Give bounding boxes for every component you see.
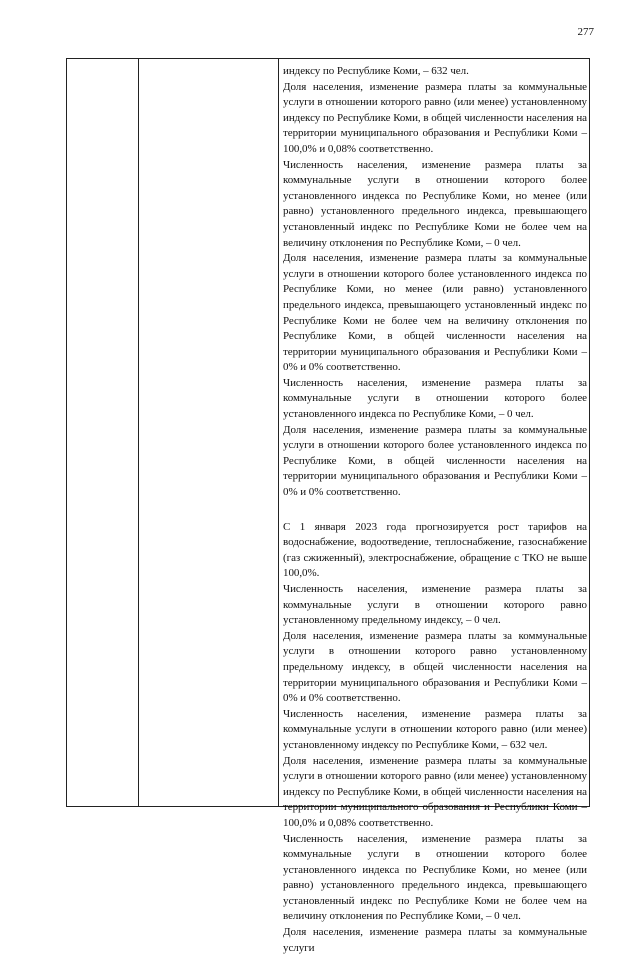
paragraph: индексу по Республике Коми, – 632 чел. <box>283 65 469 77</box>
document-table <box>66 58 590 954</box>
paragraph: Доля населения, изменение размера платы за коммунальные услуги <box>283 926 587 954</box>
table-cell-content <box>279 59 591 954</box>
paragraph: Численность населения, изменение размера платы за коммунальные услуги в отношении которого более установленного индекса по Республике Коми, – 0 чел. <box>283 376 587 421</box>
paragraph: Доля населения, изменение размера платы за коммунальные услуги в отношении которого равно (или менее) установленному индексу по Республике Коми, в общей численности населения на территории муниципального образования и Республики Коми – 100,0% и 0,08% соответственно. <box>283 80 587 155</box>
paragraph: С 1 января 2023 года прогнозируется рост тарифов на водоснабжение, водоотведение, теплоснабжение, газоснабжение (газ сжиженный), электроснабжение, обращение с ТКО не выше 100,0%. <box>283 520 587 580</box>
paragraph: Доля населения, изменение размера платы за коммунальные услуги в отношении которого более установленного индекса по Республике Коми, но менее (или равно) установленного предельного индекса, превышающего установленный индекс по Республике Коми не более чем на величину отклонения по Республике Коми, в общей численности населения на территории муниципального образования и Республики Коми – 0% и 0% соответственно. <box>283 252 587 374</box>
paragraph-spacer <box>283 501 587 520</box>
paragraph: Численность населения, изменение размера платы за коммунальные услуги в отношении которого более установленного индекса по Республике Коми, но менее (или равно) установленного предельного индекса, превышающего установленный индекс по Республике Коми не более чем на величину отклонения по Республике Коми, – 0 чел. <box>283 158 587 249</box>
paragraph: Численность населения, изменение размера платы за коммунальные услуги в отношении которого равно установленному предельному индексу, – 0 чел. <box>283 583 587 627</box>
paragraph: Доля населения, изменение размера платы за коммунальные услуги в отношении которого равно (или менее) установленному индексу по Республике Коми, в общей численности населения на территории муниципального образования и Республики Коми – 100,0% и 0,08% соответственно. <box>283 754 587 829</box>
paragraph: Доля населения, изменение размера платы за коммунальные услуги в отношении которого равно установленному предельному индексу, в общей численности населения на территории муниципального образования и Республики Коми – 0% и 0% соответственно. <box>283 629 587 705</box>
paragraph: Численность населения, изменение размера платы за коммунальные услуги в отношении которого равно (или менее) установленному индексу по Республике Коми, – 632 чел. <box>283 707 587 751</box>
table-cell-indicator <box>139 59 279 806</box>
paragraph: Доля населения, изменение размера платы за коммунальные услуги в отношении которого более установленного индекса по Республике Коми, в общей численности населения на территории муниципального образования и Республики Коми – 0% и 0% соответственно. <box>283 423 587 499</box>
table-cell-number <box>67 59 139 806</box>
paragraph: Численность населения, изменение размера платы за коммунальные услуги в отношении которого более установленного индекса по Республике Коми, но менее (или равно) установленного предельного индекса, превышающего установленный индекс по Республике Коми не более чем на величину отклонения по Республике Коми, – 0 чел. <box>283 832 587 923</box>
page-number: 277 <box>577 26 594 38</box>
